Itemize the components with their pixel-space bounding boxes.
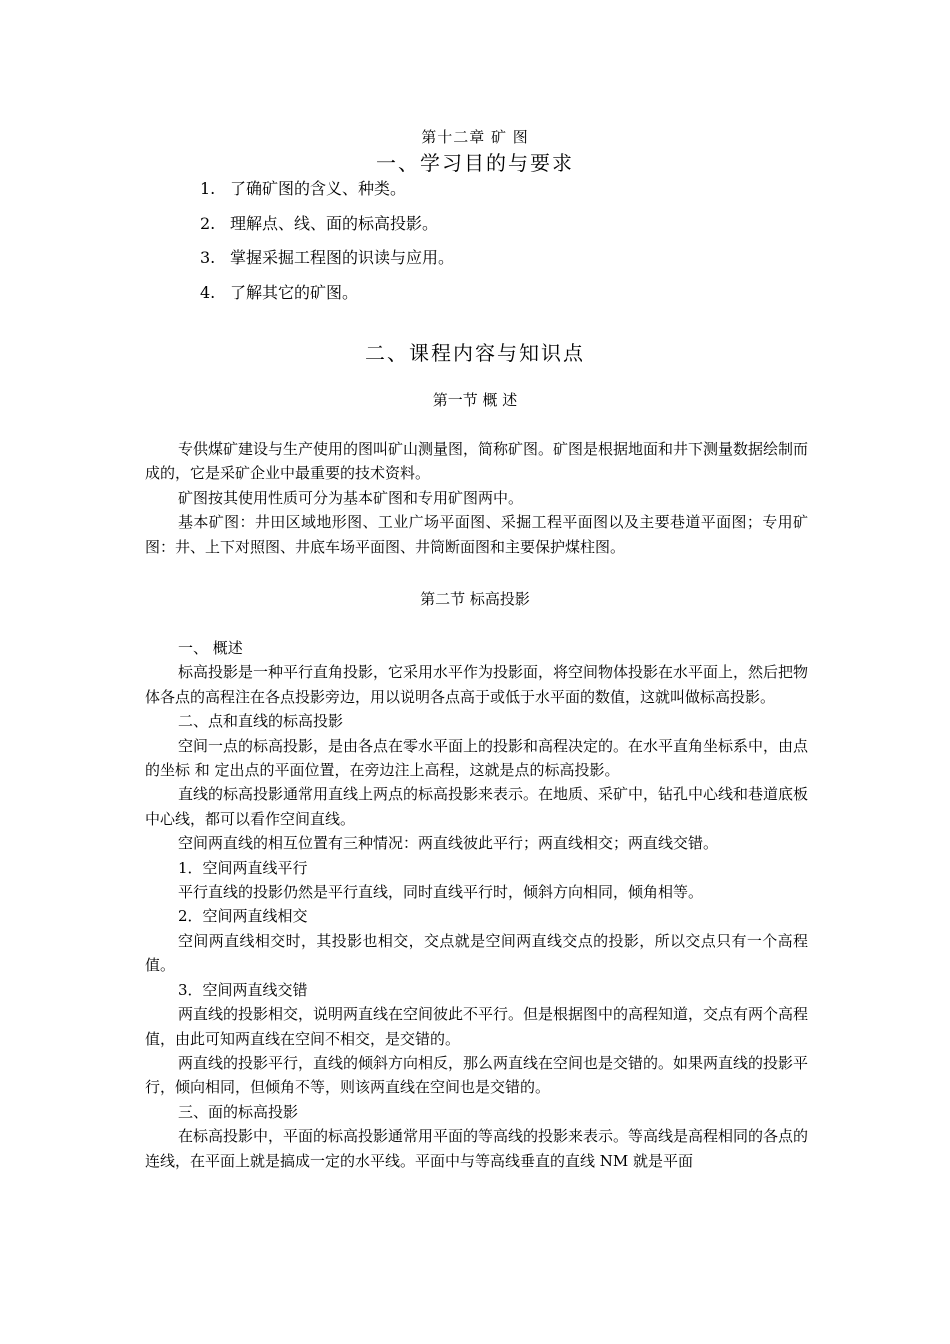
paragraph: 矿图按其使用性质可分为基本矿图和专用矿图两中。	[178, 488, 524, 507]
paragraph: 直线的标高投影通常用直线上两点的标高投影来表示。在地质、采矿中，钻孔中心线和巷道底板中心线，都可以看作空间直线。	[145, 785, 809, 828]
paragraph: 空间两直线相交时，其投影也相交，交点就是空间两直线交点的投影，所以交点只有一个高程值。	[145, 931, 808, 975]
list-item	[200, 276, 454, 311]
paragraph: 两直线的投影相交，说明两直线在空间彼此不平行。但是根据图中的高程知道，交点有两个高程值，由此可知两直线在空间不相交，是交错的。	[145, 1005, 809, 1048]
objectives-list	[200, 172, 454, 310]
list-text: 理解点、线、面的标高投影。	[230, 213, 439, 233]
subheading: 二、点和直线的标高投影	[178, 712, 344, 731]
section-1-body	[145, 437, 808, 559]
paragraph: 空间一点的标高投影，是由各点在零水平面上的投影和高程决定的。在水平直角坐标系中，由点的坐标 和 定出点的平面位置，在旁边注上高程，这就是点的标高投影。	[145, 736, 809, 780]
subheading: 1．空间两直线平行	[178, 858, 308, 877]
list-text: 掌握采掘工程图的识读与应用。	[230, 248, 455, 267]
section-2-body	[145, 636, 808, 1173]
list-text: 了解其它的矿图。	[230, 282, 359, 302]
section-heading-content: 二、课程内容与知识点	[365, 341, 585, 365]
list-item	[200, 207, 454, 242]
paragraph: 基本矿图：井田区域地形图、工业广场平面图、采掘工程平面图以及主要巷道平面图；专用矿图：井、上下对照图、井底车场平面图、井筒断面图和主要保护煤柱图。	[145, 513, 808, 556]
chapter-title: 第十二章 矿 图	[421, 128, 529, 146]
subheading: 三、面的标高投影	[178, 1102, 299, 1121]
list-text: 了确矿图的含义、种类。	[230, 179, 407, 198]
list-number: 3.	[200, 248, 216, 267]
subheading: 3．空间两直线交错	[178, 980, 308, 999]
list-item	[200, 241, 454, 276]
paragraph: 平行直线的投影仍然是平行直线，同时直线平行时，倾斜方向相同，倾角相等。	[178, 883, 704, 902]
section-1-title: 第一节 概 述	[432, 391, 518, 409]
subheading: 2．空间两直线相交	[178, 907, 308, 926]
section-2-title: 第二节 标高投影	[420, 590, 530, 608]
paragraph: 专供煤矿建设与生产使用的图叫矿山测量图，简称矿图。矿图是根据地面和井下测量数据绘制而成的，它是采矿企业中最重要的技术资料。	[145, 440, 809, 483]
paragraph: 两直线的投影平行，直线的倾斜方向相反，那么两直线在空间也是交错的。如果两直线的投影平行，倾向相同，但倾角不等，则该两直线在空间也是交错的。	[145, 1053, 809, 1097]
paragraph: 标高投影是一种平行直角投影，它采用水平作为投影面，将空间物体投影在水平面上，然后把物体各点的高程注在各点投影旁边，用以说明各点高于或低于水平面的数值，这就叫做标高投影。	[145, 663, 809, 706]
subheading: 一、 概述	[178, 639, 243, 657]
section-heading-objectives: 一、学习目的与要求	[376, 151, 574, 175]
paragraph: 空间两直线的相互位置有三种情况：两直线彼此平行；两直线相交；两直线交错。	[178, 834, 719, 853]
list-number: 2.	[200, 213, 216, 233]
list-item	[200, 172, 454, 207]
list-number: 4.	[200, 282, 216, 302]
paragraph: 在标高投影中，平面的标高投影通常用平面的等高线的投影来表示。等高线是高程相同的各点的连线，在平面上就是搞成一定的水平线。平面中与等高线垂直的直线 NM 就是平面	[145, 1127, 809, 1170]
list-number: 1.	[200, 179, 216, 198]
